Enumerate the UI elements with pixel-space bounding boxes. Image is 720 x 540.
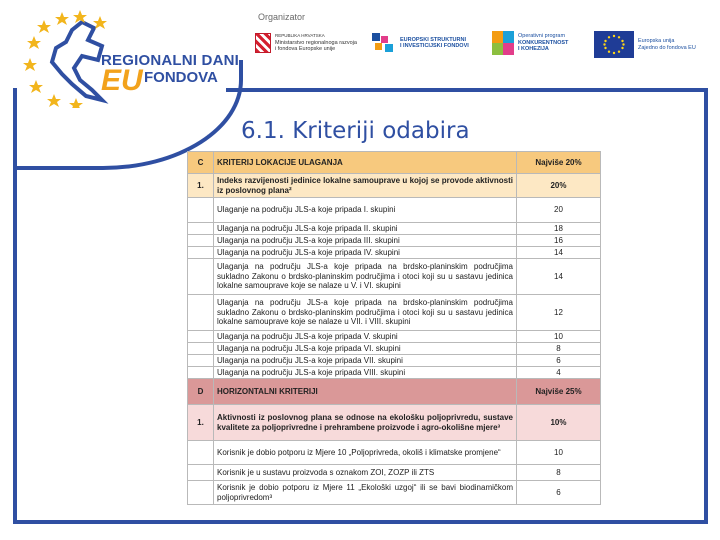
croatian-crest-icon bbox=[255, 33, 271, 53]
row-points-cell: 6 bbox=[517, 355, 601, 367]
logo-title-line2: FONDOVA bbox=[144, 69, 218, 86]
row-points-cell: 6 bbox=[517, 481, 601, 505]
op-logo bbox=[492, 31, 568, 55]
op-line-2: KONKURENTNOST bbox=[518, 39, 569, 46]
row-code-cell bbox=[188, 295, 214, 331]
table-row bbox=[188, 223, 601, 235]
eu-flag-icon bbox=[594, 31, 634, 58]
row-points-cell: 8 bbox=[517, 465, 601, 481]
row-criterion-cell: KRITERIJ LOKACIJE ULAGANJA bbox=[214, 152, 517, 174]
row-points-cell: 16 bbox=[517, 235, 601, 247]
row-code-cell: 1. bbox=[188, 174, 214, 198]
row-points-cell: 10 bbox=[517, 331, 601, 343]
organizer-label: Organizator bbox=[258, 12, 306, 22]
row-code-cell bbox=[188, 247, 214, 259]
table-row bbox=[188, 343, 601, 355]
row-criterion-cell: Ulaganja na području JLS-a koje pripada VIII. skupini bbox=[214, 367, 517, 379]
row-code-cell bbox=[188, 481, 214, 505]
slide-title: 6.1. Kriteriji odabira bbox=[241, 118, 470, 144]
row-points-cell: 8 bbox=[517, 343, 601, 355]
table-row bbox=[188, 465, 601, 481]
ministry-line-2: Ministarstvo regionalnoga razvoja bbox=[275, 39, 357, 46]
row-points-cell: 18 bbox=[517, 223, 601, 235]
row-code-cell bbox=[188, 235, 214, 247]
ministry-logo bbox=[255, 33, 357, 53]
row-code-cell bbox=[188, 331, 214, 343]
row-criterion-cell: Ulaganja na području JLS-a koje pripada VI. skupini bbox=[214, 343, 517, 355]
criteria-table bbox=[187, 151, 601, 505]
row-points-cell: 14 bbox=[517, 259, 601, 295]
row-criterion-cell: Ulaganje na području JLS-a koje pripada I. skupini bbox=[214, 198, 517, 223]
row-criterion-cell: Ulaganja na području JLS-a koje pripada II. skupini bbox=[214, 223, 517, 235]
row-code-cell: 1. bbox=[188, 405, 214, 441]
row-criterion-cell: Ulaganja na području JLS-a koje pripada na brdsko-planinskim područjima sukladno Zakonu o brdsko-planinskim područjima i otoci koji su u sastavu jedinica lokalne samouprave koje se nalaze u V. i VI. skupini bbox=[214, 259, 517, 295]
row-criterion-cell: Ulaganja na području JLS-a koje pripada IV. skupini bbox=[214, 247, 517, 259]
logo-title-line1: REGIONALNI DANI bbox=[101, 52, 239, 69]
table-row bbox=[188, 481, 601, 505]
row-code-cell bbox=[188, 367, 214, 379]
row-points-cell: Najviše 25% bbox=[517, 379, 601, 405]
table-row bbox=[188, 367, 601, 379]
ministry-line-3: i fondova Europske unije bbox=[275, 46, 336, 53]
op-line-3: I KOHEZIJA bbox=[518, 46, 549, 53]
esif-line-1: EUROPSKI STRUKTURNI bbox=[400, 36, 467, 43]
row-criterion-cell: Ulaganja na području JLS-a koje pripada VII. skupini bbox=[214, 355, 517, 367]
row-code-cell bbox=[188, 198, 214, 223]
logo-eu: EU bbox=[101, 64, 143, 97]
row-points-cell: 10 bbox=[517, 441, 601, 465]
row-code-cell bbox=[188, 223, 214, 235]
row-criterion-cell: Indeks razvijenosti jedinice lokalne samouprave u kojoj se provode aktivnosti iz poslovnog plana² bbox=[214, 174, 517, 198]
table-row bbox=[188, 259, 601, 295]
row-points-cell: 12 bbox=[517, 295, 601, 331]
op-mark-icon bbox=[492, 31, 514, 55]
table-row bbox=[188, 355, 601, 367]
esif-line-2: I INVESTICIJSKI FONDOVI bbox=[400, 43, 469, 49]
table-row bbox=[188, 331, 601, 343]
table-row bbox=[188, 174, 601, 198]
frame-top-border bbox=[226, 88, 708, 92]
table-row bbox=[188, 441, 601, 465]
table-row bbox=[188, 247, 601, 259]
row-points-cell: 20 bbox=[517, 198, 601, 223]
row-points-cell: 14 bbox=[517, 247, 601, 259]
regionalni-dani-logo bbox=[22, 8, 257, 113]
op-line-1: Operativni program bbox=[518, 33, 566, 40]
row-code-cell: D bbox=[188, 379, 214, 405]
row-criterion-cell: Korisnik je u sustavu proizvoda s oznakom ZOI, ZOZP ili ZTS bbox=[214, 465, 517, 481]
row-criterion-cell: Ulaganja na području JLS-a koje pripada V. skupini bbox=[214, 331, 517, 343]
table-row bbox=[188, 295, 601, 331]
row-points-cell: 20% bbox=[517, 174, 601, 198]
row-points-cell: 10% bbox=[517, 405, 601, 441]
row-code-cell bbox=[188, 343, 214, 355]
eu-line-2: Zajedno do fondova EU bbox=[638, 44, 696, 51]
eu-logo bbox=[594, 31, 696, 58]
row-code-cell bbox=[188, 355, 214, 367]
row-points-cell: 4 bbox=[517, 367, 601, 379]
row-code-cell bbox=[188, 441, 214, 465]
row-criterion-cell: Ulaganja na području JLS-a koje pripada III. skupini bbox=[214, 235, 517, 247]
row-criterion-cell: HORIZONTALNI KRITERIJI bbox=[214, 379, 517, 405]
esif-mark-icon bbox=[372, 33, 396, 53]
row-code-cell: C bbox=[188, 152, 214, 174]
row-criterion-cell: Korisnik je dobio potporu iz Mjere 11 „Ekološki uzgoj“ ili se bavi biodinamičkom poljoprivredom³ bbox=[214, 481, 517, 505]
row-criterion-cell: Korisnik je dobio potporu iz Mjere 10 „Poljoprivreda, okoliš i klimatske promjene“ bbox=[214, 441, 517, 465]
row-criterion-cell: Ulaganja na području JLS-a koje pripada na brdsko-planinskim područjima sukladno Zakonu o brdsko-planinskim područjima i otoci koji su u sastavu jedinica lokalne samouprave koje se nalaze u VII. i VIII. skupini bbox=[214, 295, 517, 331]
row-code-cell bbox=[188, 259, 214, 295]
table-row bbox=[188, 152, 601, 174]
row-points-cell: Najviše 20% bbox=[517, 152, 601, 174]
table-row bbox=[188, 198, 601, 223]
ministry-line-1: REPUBLIKA HRVATSKA bbox=[275, 33, 325, 39]
table-row bbox=[188, 379, 601, 405]
table-row bbox=[188, 235, 601, 247]
row-criterion-cell: Aktivnosti iz poslovnog plana se odnose na ekološku poljoprivredu, sustave kvalitete za poljoprivredne i prehrambene proizvode i agro-okolišne mjere³ bbox=[214, 405, 517, 441]
esif-logo bbox=[372, 33, 469, 53]
table-row bbox=[188, 405, 601, 441]
eu-line-1: Europska unija bbox=[638, 38, 675, 44]
row-code-cell bbox=[188, 465, 214, 481]
